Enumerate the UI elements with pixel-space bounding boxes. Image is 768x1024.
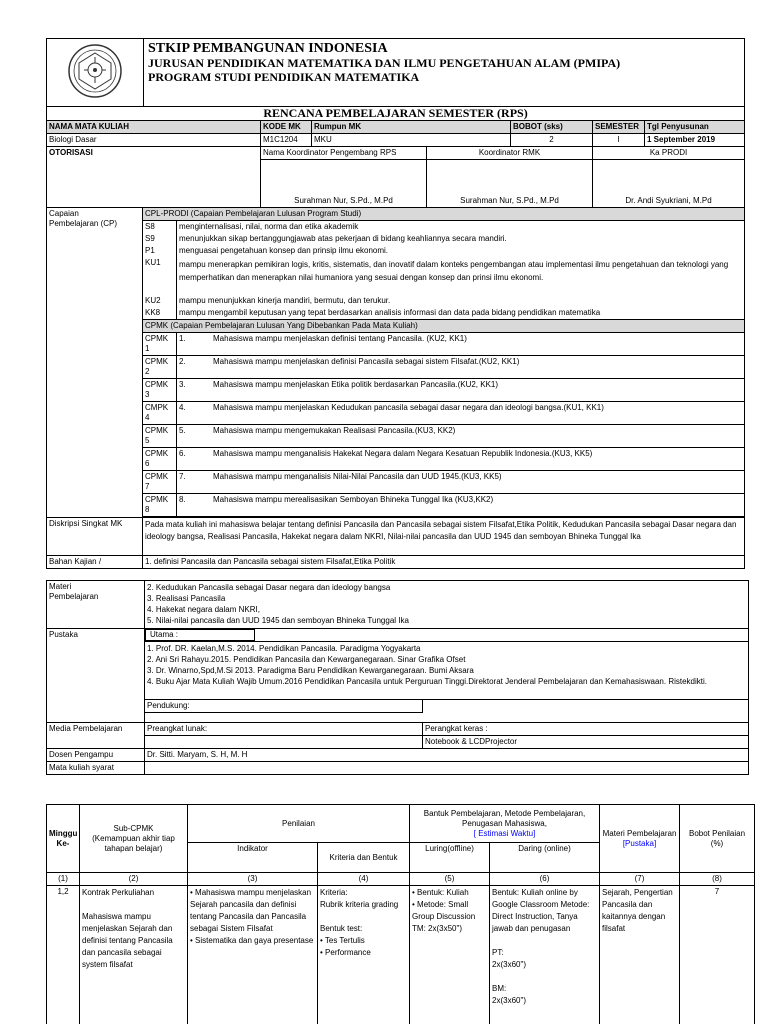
online-header: Daring (online) [490,843,600,873]
lecturer-label: Dosen Pengampu [47,749,145,762]
cpl-text: menginternalisasi, nilai, norma dan etika akademik [177,221,745,234]
cpl-code: S9 [143,233,177,245]
rps-info-table [46,106,745,569]
institution-name: STKIP PEMBANGUNAN INDONESIA [148,41,388,56]
cpmk-code: CPMK 5 [143,425,177,448]
cpl-header: CPL-PRODI (Capaian Pembelajaran Lulusan Program Studi) [143,208,745,221]
head-of-program-name: Dr. Andi Syukriani, M.Pd [593,160,745,208]
cpl-text: mampu menerapkan pemikiran logis, kritis, sistematis, dan inovatif dalam konteks pengembangan atau implementasi ilmu pengetahuan dan teknologi yang memperhatikan dan menerapkan nilai humaniora yang sesuai dengan konsep dan prinsi ilmu ekonomi. [177,257,745,295]
institution-block [144,39,745,107]
materials-item: 3. Realisasi Pancasila [147,594,226,603]
rps-header-table [46,38,745,107]
column-number: (1) [47,873,80,886]
weight-header: Bobot Penilaian (%) [680,805,755,873]
rps-materials-table [46,580,749,775]
weight-value: 7 [680,886,755,1024]
course-code-label: KODE MK [261,121,312,134]
cpmk-header: CPMK (Capaian Pembelajaran Lulusan Yang Dibebankan Pada Mata Kuliah) [143,320,745,333]
prerequisite-label: Mata kuliah syarat [47,762,145,775]
coordinator-label: Nama Koordinator Pengembang RPS [261,147,427,160]
reference-item: 4. Buku Ajar Mata Kuliah Wajib Umum.2016 Pendidikan Pancasila untuk Perguruan Tinggi.Direktorat Jenderal Pembelajaran dan Kemahasiswaan. Ristekdikti. [147,677,708,686]
software-label: Preangkat lunak: [145,723,423,736]
cpmk-code: CPMK 3 [143,379,177,402]
references-main-label: Utama : [145,629,255,641]
references-support-label: Pendukung: [145,700,423,713]
column-number: (6) [490,873,600,886]
materials-item: 5. Nilai-nilai pancasila dan UUD 1945 dan semboyan Bhineka Tunggal Ika [147,616,409,625]
cpmk-text: 3. Mahasiswa mampu menjelaskan Etika politik berdasarkan Pancasila.(KU2, KK1) [177,379,745,402]
reference-item: 1. Prof. DR. Kaelan,M.S. 2014. Pendidikan Pancasila. Paradigma Yogyakarta [147,644,421,653]
course-date-value: 1 September 2019 [645,134,745,147]
description-label: Diskripsi Singkat MK [47,518,143,556]
cpl-text: mampu menunjukkan kinerja mandiri, bermutu, dan terukur. [177,295,745,307]
week-value: 1,2 [47,886,80,1024]
course-semester-label: SEMESTER [593,121,645,134]
cpl-code: P1 [143,245,177,257]
offline-value: • Bentuk: Kuliah • Metode: Small Group Discussion TM: 2x(3x50") [410,886,490,1024]
materials-item: 4. Hakekat negara dalam NKRI, [147,605,260,614]
cpmk-text: 4. Mahasiswa mampu menjelaskan Kedudukan pancasila sebagai dasar negara dan ideologi bangsa.(KU1, KK1) [177,402,745,425]
cpl-code: S8 [143,221,177,234]
study-material-label: Bahan Kajian / [47,556,143,569]
cpmk-code: CMPK 4 [143,402,177,425]
course-semester-value: I [593,134,645,147]
column-number: (2) [80,873,188,886]
offline-header: Luring(offline) [410,843,490,873]
column-number: (3) [188,873,318,886]
subcpmk-header: Sub-CPMK (Kemampuan akhir tiap tahapan belajar) [80,805,188,873]
course-date-label: Tgl Penyusunan [645,121,745,134]
references-main-cell [145,629,423,642]
column-number: (5) [410,873,490,886]
study-material-item: 1. definisi Pancasila dan Pancasila sebagai sistem Filsafat,Etika Politik [143,556,745,569]
cpl-code: KU2 [143,295,177,307]
course-name-label: NAMA MATA KULIAH [47,121,261,134]
cpmk-text: 8. Mahasiswa mampu merealisasikan Semboyan Bhineka Tunggal Ika (KU3,KK2) [177,494,745,517]
subcpmk-value: Kontrak Perkuliahan Mahasiswa mampu menjelaskan Sejarah dan definisi tentang Pancasila dan pancasila sebagai system filsafat [80,886,188,1024]
column-number: (7) [600,873,680,886]
course-cluster-label: Rumpun MK [312,121,511,134]
rps-plan-table [46,804,755,1024]
indicator-header: Indikator [188,843,318,873]
cpmk-text: 5. Mahasiswa mampu mengemukakan Realisasi Pancasila.(KU3, KK2) [177,425,745,448]
assessment-header: Penilaian [188,805,410,843]
prerequisite-value [145,762,749,775]
week-header: Minggu Ke- [47,805,80,873]
rmk-coordinator-name: Surahman Nur, S.Pd., M.Pd [427,160,593,208]
materials-item: 2. Kedudukan Pancasila sebagai Dasar negara dan ideology bangsa [147,583,391,592]
materials-list [145,581,749,629]
course-code-value: M1C1204 [261,134,312,147]
coordinator-name: Surahman Nur, S.Pd., M.Pd [261,160,427,208]
course-cluster-value: MKU [312,134,511,147]
cpmk-code: CPMK 6 [143,448,177,471]
media-label: Media Pembelajaran [47,723,145,749]
cpl-code: KU1 [143,257,177,295]
indicator-value: • Mahasiswa mampu menjelaskan Sejarah pancasila dan definisi tentang Pancasila dan Pancasila sebagai Sistem Filsafat • Sistematika dan gaya presentase [188,886,318,1024]
cpl-text: mampu mengambil keputusan yang tepat berdasarkan analisis informasi dan data pada bidang pendidikan matematika [177,307,745,320]
learning-form-header: Bantuk Pembelajaran, Metode Pembelajaran, Penugasan Mahasiswa, [ Estimasi Waktu] [410,805,600,843]
head-of-program-label: Ka PRODI [593,147,745,160]
university-seal-icon [67,43,123,99]
references-label: Pustaka [47,629,145,723]
logo-cell [47,39,144,107]
hardware-value: Notebook & LCDProjector [423,736,749,749]
course-credits-label: BOBOT (sks) [511,121,593,134]
cpmk-code: CPMK 1 [143,333,177,356]
document-title: RENCANA PEMBELAJARAN SEMESTER (RPS) [47,107,745,121]
program-name: PROGRAM STUDI PENDIDIKAN MATEMATIKA [148,70,420,84]
hardware-label: Perangkat keras : [423,723,749,736]
reference-item: 3. Dr. Winarno,Spd,M.Si 2013. Paradigma Baru Pendidikan Kewarganegaraan. Bumi Aksara [147,666,474,675]
rmk-coordinator-label: Koordinator RMK [427,147,593,160]
material-header: Materi Pembelajaran [Pustaka] [600,805,680,873]
criteria-header: Kriteria dan Bentuk [318,843,410,873]
cp-label: Capaian Pembelajaran (CP) [47,208,143,518]
authorization-label: OTORISASI [47,147,261,208]
column-number: (8) [680,873,755,886]
online-value: Bentuk: Kuliah online by Google Classroom Metode: Direct Instruction, Tanya jawab dan penugasan PT: 2x(3x60") BM: 2x(3x60") [490,886,600,1024]
references-list [145,642,749,700]
description-text: Pada mata kuliah ini mahasiswa belajar tentang definisi Pancasila dan Pancasila sebagai sistem Filsafat,Etika Politik, Kedudukan Pancasila sebagai Dasar negara dan ideology bangsa, Realisasi Pancasila, Hakekat negara dalam NKRI, Nilai-nilai pancasila dan UUD 1945 dan semboyan Bhineka Tunggal Ika [143,518,745,556]
column-number: (4) [318,873,410,886]
cpl-text: menguasai pengetahuan konsep dan prinsip ilmu ekonomi. [177,245,745,257]
cpmk-text: 6. Mahasiswa mampu menganalisis Hakekat Negara dalam Negara Kesatuan Republik Indonesia.(KU3, KK5) [177,448,745,471]
cpmk-code: CPMK 7 [143,471,177,494]
cpmk-text: 7. Mahasiswa mampu menganalisis Nilai-Nilai Pancasila dan UUD 1945.(KU3, KK5) [177,471,745,494]
cpl-text: menunjukkan sikap bertanggungjawab atas pekerjaan di bidang keahliannya secara mandiri. [177,233,745,245]
cpmk-text: 2. Mahasiswa mampu menjelaskan definisi Pancasila sebagai sistem Filsafat.(KU2, KK1) [177,356,745,379]
cpmk-text: 1. Mahasiswa mampu menjelaskan definisi tentang Pancasila. (KU2, KK1) [177,333,745,356]
reference-item: 2. Ani Sri Rahayu.2015. Pendidikan Pancasila dan Kewarganegaraan. Sinar Grafika Ofset [147,655,466,664]
lecturer-value: Dr. Sitti. Maryam, S. H, M. H [145,749,749,762]
course-name-value: Biologi Dasar [47,134,261,147]
materials-label: Materi Pembelajaran [47,581,145,629]
course-credits-value: 2 [511,134,593,147]
criteria-value: Kriteria: Rubrik kriteria grading Bentuk test: • Tes Tertulis • Performance [318,886,410,1024]
cpmk-code: CPMK 8 [143,494,177,517]
material-value: Sejarah, Pengertian Pancasila dan kaitannya dengan filsafat [600,886,680,1024]
cpl-code: KK8 [143,307,177,320]
cpmk-code: CPMK 2 [143,356,177,379]
department-name: JURUSAN PENDIDIKAN MATEMATIKA DAN ILMU PENGETAHUAN ALAM (PMIPA) [148,56,621,70]
